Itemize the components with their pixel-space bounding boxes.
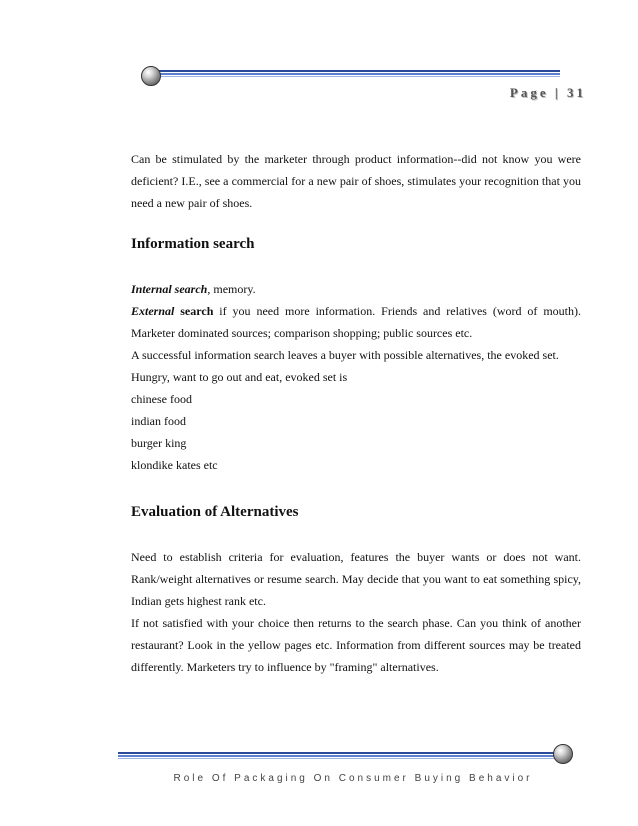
- footer-rule-line: [118, 752, 568, 754]
- header-rule-line: [150, 76, 560, 77]
- page-number-label: Page | 31: [509, 85, 586, 100]
- external-search-rest: if you need more information. Friends and relatives (word of mouth). Marketer dominated sources; comparison shopping; public sources etc.: [131, 304, 581, 340]
- information-search-heading: Information search: [131, 236, 255, 252]
- spacer: [131, 522, 581, 546]
- hungry-line: Hungry, want to go out and eat, evoked set is: [131, 370, 348, 384]
- evoked-set-item: indian food: [131, 414, 186, 428]
- successful-search-line: A successful information search leaves a buyer with possible alternatives, the evoked set.: [131, 348, 559, 362]
- header-rule-line: [150, 70, 560, 72]
- evoked-set-item: chinese food: [131, 392, 192, 406]
- evoked-set-item: klondike kates etc: [131, 458, 218, 472]
- external-search-paragraph: [131, 300, 581, 344]
- spacer: [131, 476, 581, 502]
- spacer: [131, 214, 581, 234]
- header-rule-line: [150, 73, 560, 75]
- external-term-italic: External: [131, 304, 175, 318]
- header-ball-icon: [141, 66, 161, 86]
- internal-search-line: [131, 278, 581, 300]
- spacer: [131, 254, 581, 278]
- header-rule: [150, 70, 560, 78]
- page-content: [131, 148, 581, 678]
- evaluation-paragraph-1: Need to establish criteria for evaluation, features the buyer wants or does not want. Rank/weight alternatives or resume search. May decide that you want to eat something spicy, Indian gets highest rank etc.: [131, 550, 581, 608]
- evoked-set-item: burger king: [131, 436, 187, 450]
- internal-search-rest: , memory.: [207, 282, 256, 296]
- footer-rule: [118, 752, 568, 760]
- internal-search-term: Internal search: [131, 282, 208, 296]
- evaluation-paragraph-2: If not satisfied with your choice then returns to the search phase. Can you think of another restaurant? Look in the yellow pages etc. Information from different sources may be treated differently. Marketers try to influence by "framing" alternatives.: [131, 616, 581, 674]
- footer-rule-line: [118, 755, 568, 757]
- evaluation-heading: Evaluation of Alternatives: [131, 504, 299, 520]
- footer-rule-line: [118, 758, 568, 759]
- footer-ball-icon: [553, 744, 573, 764]
- intro-paragraph: Can be stimulated by the marketer through product information--did not know you were deficient? I.E., see a commercial for a new pair of shoes, stimulates your recognition that you need a new pair of shoes.: [131, 152, 581, 210]
- footer-title: Role Of Packaging On Consumer Buying Behavior: [173, 773, 533, 784]
- external-term-bold: search: [174, 304, 214, 318]
